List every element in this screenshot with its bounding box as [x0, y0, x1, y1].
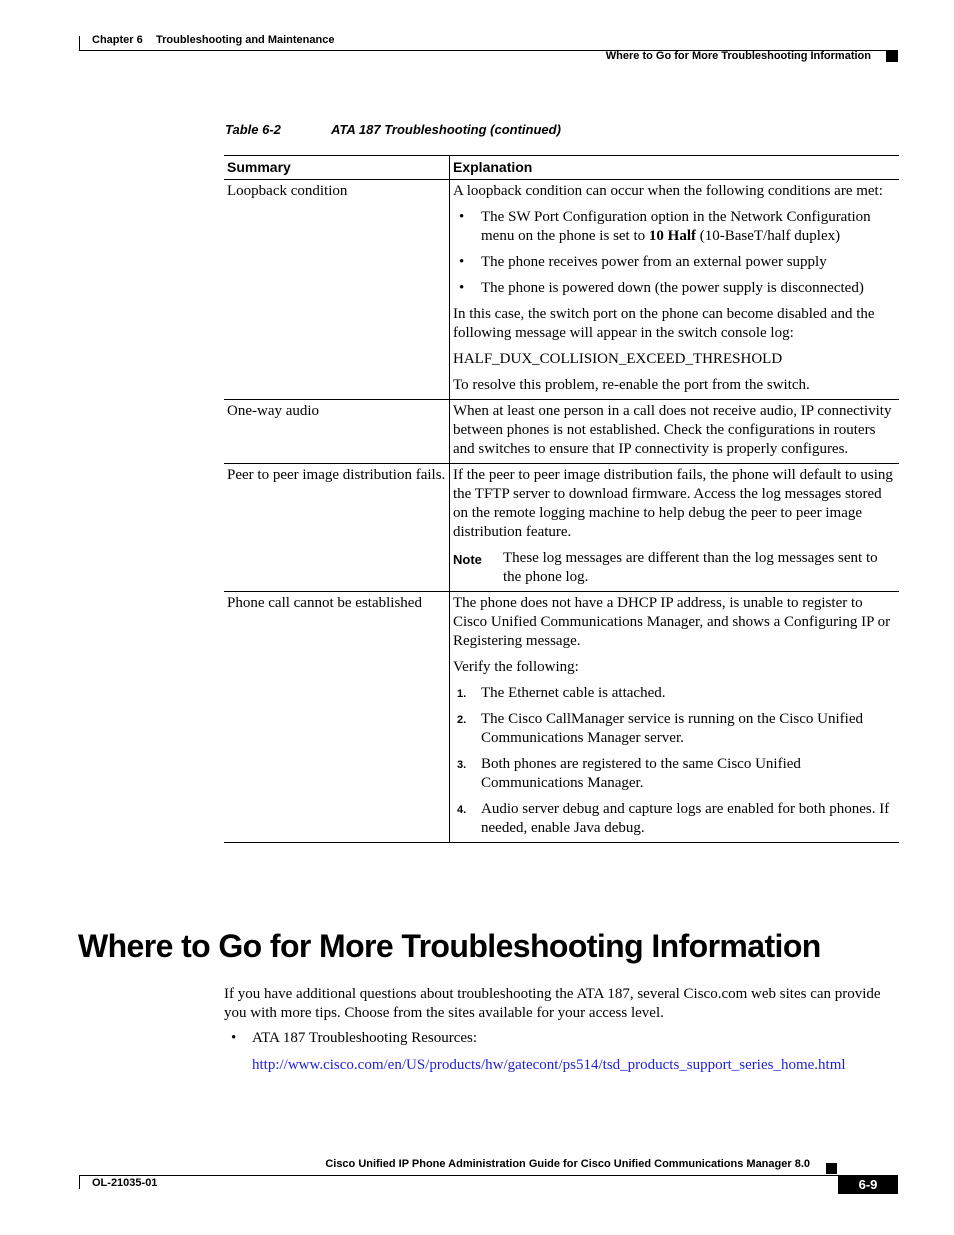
list-item-text: The SW Port Configuration option in the Network Configuration menu on the phone is set to [481, 209, 871, 244]
list-item [453, 800, 895, 838]
summary-cell: Loopback condition [224, 180, 450, 400]
step-number: 4. [457, 804, 467, 816]
footer-rule-vertical [79, 1175, 80, 1189]
header-chapter: Chapter 6 [92, 34, 143, 46]
explanation-paragraph: If the peer to peer image distribution fails, the phone will default to using the TFTP server to download firmware. Access the log messages stored on the remote logging machine to help debug the peer to peer image distribution feature. [453, 467, 893, 540]
step-text: Both phones are registered to the same Cisco Unified Communications Manager. [481, 756, 801, 791]
step-number: 1. [457, 688, 467, 700]
troubleshooting-table [224, 155, 899, 843]
step-text: The Cisco CallManager service is running on the Cisco Unified Communications Manager server. [481, 711, 863, 746]
list-item [453, 710, 895, 748]
column-header-explanation: Explanation [450, 156, 900, 180]
list-item: • The phone receives power from an external power supply [453, 253, 895, 272]
explanation-paragraph: The phone does not have a DHCP IP address, is unable to register to Cisco Unified Communications Manager, and shows a Configuring IP or Registering message. [453, 595, 891, 649]
header-chapter-title: Troubleshooting and Maintenance [156, 34, 335, 46]
table-row [224, 464, 899, 592]
list-item-text: (10-BaseT/half duplex) [696, 228, 841, 244]
explanation-paragraph: To resolve this problem, re-enable the port from the switch. [453, 377, 810, 393]
setting-value: 10 Half [648, 228, 696, 244]
explanation-cell [450, 592, 900, 843]
note-text: These log messages are different than the log messages sent to the phone log. [503, 550, 878, 585]
page-number: 6-9 [838, 1175, 898, 1194]
explanation-paragraph: Verify the following: [453, 659, 579, 675]
column-header-summary: Summary [224, 156, 450, 180]
section-heading: Where to Go for More Troubleshooting Information [78, 928, 821, 964]
explanation-paragraph: In this case, the switch port on the phone can become disabled and the following message will appear in the switch console log: [453, 306, 875, 341]
list-item: • The phone is powered down (the power supply is disconnected) [453, 279, 895, 298]
summary-cell: Peer to peer image distribution fails. [224, 464, 450, 592]
step-number: 2. [457, 714, 467, 726]
resources-bullet: ATA 187 Troubleshooting Resources: [252, 1030, 478, 1046]
table-caption-number: Table 6-2 [225, 122, 281, 137]
footer-rule [79, 1175, 839, 1176]
explanation-intro: A loopback condition can occur when the following conditions are met: [453, 183, 883, 199]
table-row [224, 592, 899, 843]
note-label: Note [453, 552, 482, 567]
explanation-cell [450, 400, 900, 464]
section-body: If you have additional questions about troubleshooting the ATA 187, several Cisco.com web sites can provide you with more tips. Choose from the sites available for your access level. [224, 986, 881, 1021]
step-text: The Ethernet cable is attached. [481, 685, 666, 701]
step-text: Audio server debug and capture logs are enabled for both phones. If needed, enable Java debug. [481, 801, 890, 836]
summary-cell: One-way audio [224, 400, 450, 464]
bullet-marker: • [231, 1030, 237, 1046]
step-number: 3. [457, 759, 467, 771]
list-item [453, 755, 895, 793]
table-caption-title: ATA 187 Troubleshooting (continued) [331, 122, 561, 137]
verify-steps-list [453, 684, 895, 838]
table-row [224, 400, 899, 464]
explanation-cell [450, 464, 900, 592]
note [453, 549, 895, 587]
footer-guide-title: Cisco Unified IP Phone Administration Guide for Cisco Unified Communications Manager 8.0 [325, 1158, 810, 1170]
summary-cell: Phone call cannot be established [224, 592, 450, 843]
list-item [453, 208, 895, 246]
header-marker [886, 50, 898, 62]
header-section-title: Where to Go for More Troubleshooting Information [605, 50, 871, 62]
condition-list [453, 208, 895, 298]
footer-doc-number: OL-21035-01 [92, 1177, 158, 1189]
header-rule-vertical [79, 36, 80, 50]
table-row [224, 180, 899, 400]
console-message: HALF_DUX_COLLISION_EXCEED_THRESHOLD [453, 351, 783, 367]
list-item [453, 684, 895, 703]
footer-marker [826, 1163, 837, 1174]
explanation-paragraph: When at least one person in a call does not receive audio, IP connectivity between phones is not established. Check the configurations in routers and switches to ensure that IP connectivity is properly configures. [453, 403, 892, 457]
explanation-cell [450, 180, 900, 400]
resources-link[interactable]: http://www.cisco.com/en/US/products/hw/gatecont/ps514/tsd_products_support_series_home.html [252, 1057, 846, 1073]
table-header-row [224, 156, 899, 180]
